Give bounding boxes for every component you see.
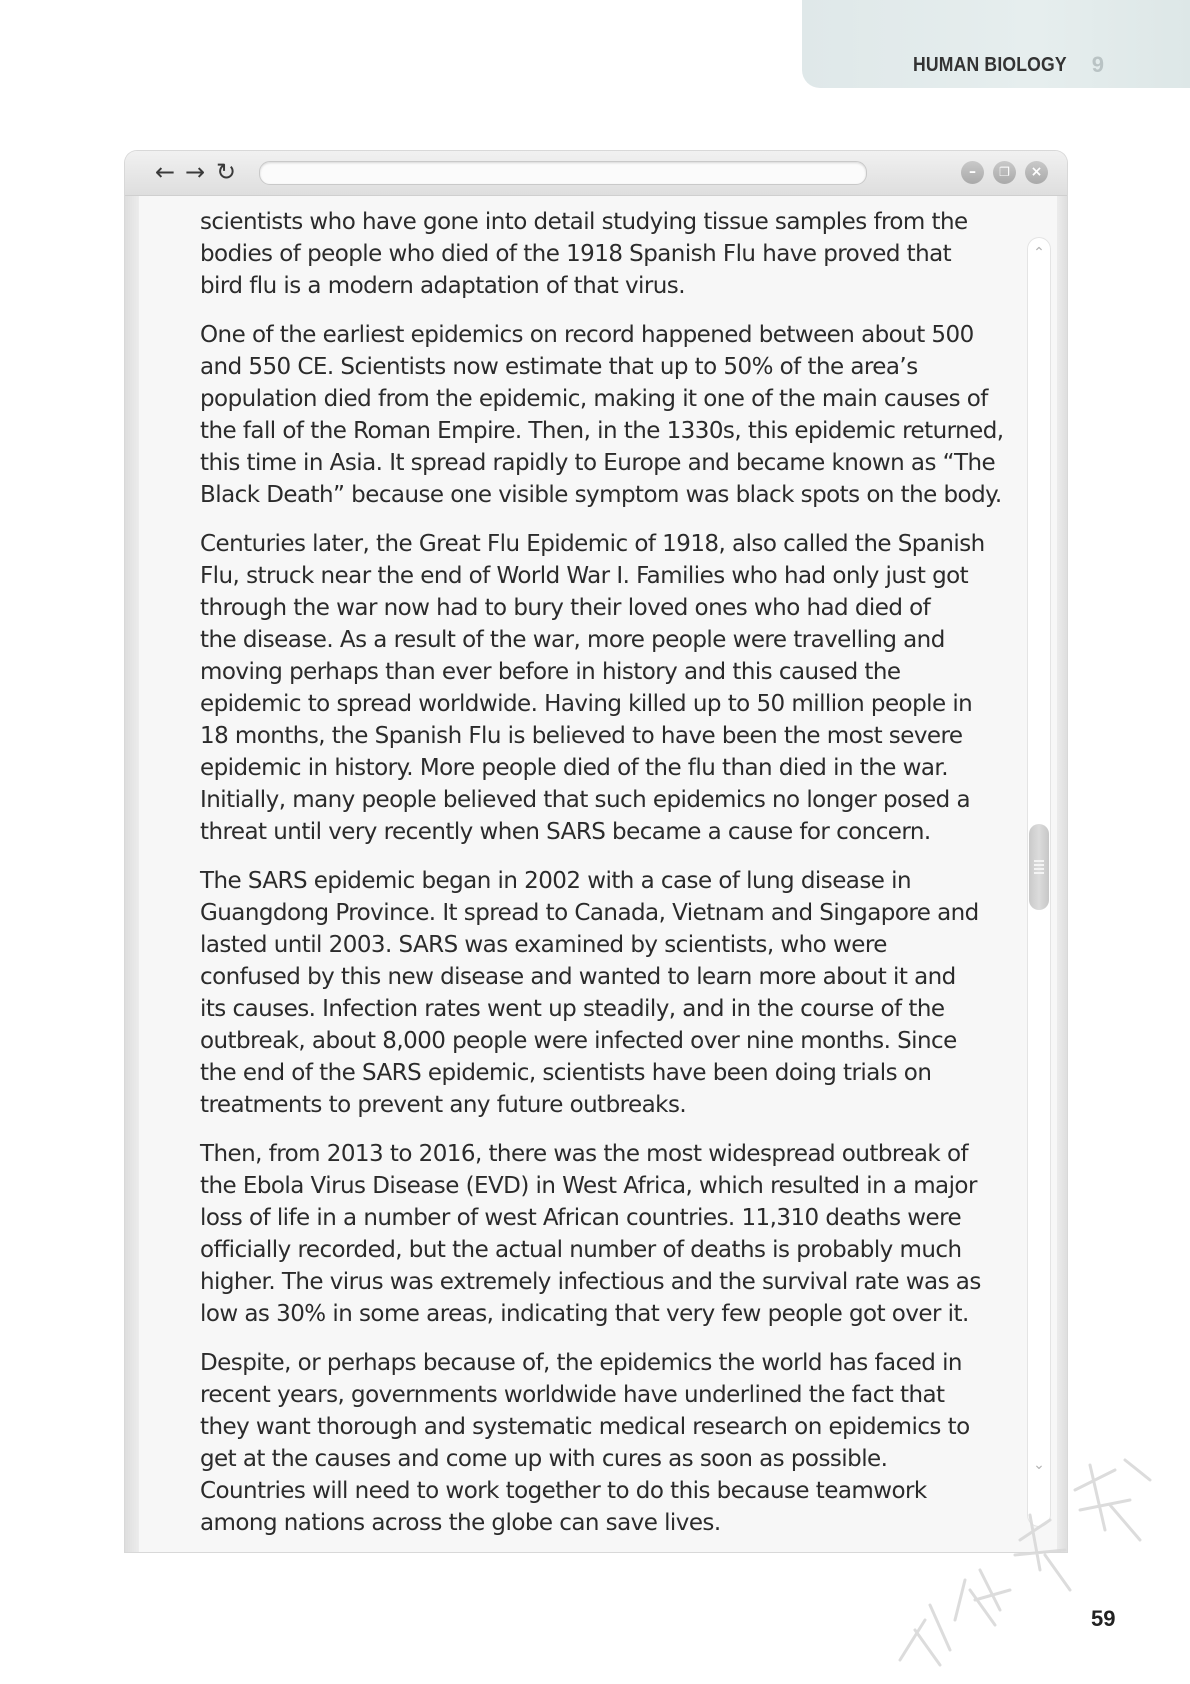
text-line: low as 30% in some areas, indicating that very few people got over it. — [200, 1301, 969, 1327]
minimize-icon[interactable]: – — [961, 161, 984, 184]
text-line: outbreak, about 8,000 people were infected over nine months. Since — [200, 1028, 957, 1054]
grip-icon — [1034, 860, 1044, 874]
text-line: One of the earliest epidemics on record happened between about 500 — [200, 322, 974, 348]
close-icon[interactable]: × — [1025, 161, 1048, 184]
text-line: among nations across the globe can save lives. — [200, 1510, 721, 1536]
text-line: moving perhaps than ever before in history and this caused the — [200, 659, 901, 685]
article-text — [200, 206, 1004, 1552]
text-line: threat until very recently when SARS became a cause for concern. — [200, 819, 931, 845]
running-header — [802, 0, 1190, 88]
page-number: 59 — [1091, 1606, 1116, 1631]
text-line: Guangdong Province. It spread to Canada, Vietnam and Singapore and — [200, 900, 979, 926]
text-line: they want thorough and systematic medical research on epidemics to — [200, 1414, 970, 1440]
text-line: higher. The virus was extremely infectious and the survival rate was as — [200, 1269, 981, 1295]
browser-window — [125, 151, 1067, 1552]
text-line: its causes. Infection rates went up steadily, and in the course of the — [200, 996, 945, 1022]
text-line: confused by this new disease and wanted to learn more about it and — [200, 964, 956, 990]
text-line: scientists who have gone into detail studying tissue samples from the — [200, 209, 968, 235]
paragraph — [200, 865, 995, 1121]
text-line: the Ebola Virus Disease (EVD) in West Africa, which resulted in a major — [200, 1173, 977, 1199]
back-arrow-icon[interactable]: ← — [155, 158, 176, 186]
paragraph — [200, 206, 995, 302]
text-line: Despite, or perhaps because of, the epidemics the world has faced in — [200, 1350, 962, 1376]
text-line: The SARS epidemic began in 2002 with a case of lung disease in — [200, 868, 911, 894]
text-line: the disease. As a result of the war, more people were travelling and — [200, 627, 945, 653]
text-line: the end of the SARS epidemic, scientists have been doing trials on — [200, 1060, 932, 1086]
text-line: treatments to prevent any future outbreaks. — [200, 1092, 687, 1118]
text-line: lasted until 2003. SARS was examined by scientists, who were — [200, 932, 887, 958]
text-line: bodies of people who died of the 1918 Spanish Flu have proved that — [200, 241, 952, 267]
paragraph — [200, 1138, 995, 1330]
text-line: epidemic to spread worldwide. Having killed up to 50 million people in — [200, 691, 973, 717]
text-line: and 550 CE. Scientists now estimate that up to 50% of the area’s — [200, 354, 918, 380]
browser-toolbar — [125, 151, 1067, 196]
text-line: Black Death” because one visible symptom was black spots on the body. — [200, 482, 1002, 508]
text-line: epidemic in history. More people died of the flu than died in the war. — [200, 755, 948, 781]
header-chapter-number: 9 — [1091, 52, 1104, 77]
text-line: Flu, struck near the end of World War I. Families who had only just got — [200, 563, 969, 589]
text-line: bird flu is a modern adaptation of that virus. — [200, 273, 685, 299]
scroll-down-icon[interactable]: ⌄ — [1033, 1457, 1045, 1473]
paragraph — [200, 528, 995, 848]
maximize-icon[interactable]: ❐ — [993, 161, 1016, 184]
browser-left-edge — [125, 196, 139, 1552]
reload-icon[interactable]: ↻ — [216, 158, 237, 186]
text-line: Then, from 2013 to 2016, there was the most widespread outbreak of — [200, 1141, 969, 1167]
text-line: Centuries later, the Great Flu Epidemic of 1918, also called the Spanish — [200, 531, 985, 557]
header-section-title: HUMAN BIOLOGY — [913, 54, 1067, 76]
address-bar[interactable] — [259, 161, 867, 185]
text-line: Initially, many people believed that such epidemics no longer posed a — [200, 787, 971, 813]
paragraph — [200, 1347, 995, 1539]
text-line: Countries will need to work together to do this because teamwork — [200, 1478, 927, 1504]
forward-arrow-icon[interactable]: → — [185, 158, 206, 186]
browser-right-edge — [1057, 196, 1067, 1552]
scroll-up-icon[interactable]: ⌃ — [1033, 245, 1045, 261]
text-line: recent years, governments worldwide have underlined the fact that — [200, 1382, 945, 1408]
publisher-watermark — [880, 1420, 1180, 1680]
text-line: officially recorded, but the actual number of deaths is probably much — [200, 1237, 962, 1263]
text-line: the fall of the Roman Empire. Then, in the 1330s, this epidemic returned, — [200, 418, 1004, 444]
text-line: through the war now had to bury their loved ones who had died of — [200, 595, 931, 621]
text-line: get at the causes and come up with cures as soon as possible. — [200, 1446, 888, 1472]
text-line: population died from the epidemic, making it one of the main causes of — [200, 386, 988, 412]
text-line: 18 months, the Spanish Flu is believed to have been the most severe — [200, 723, 963, 749]
scrollbar-thumb[interactable] — [1029, 824, 1049, 910]
paragraph — [200, 319, 1004, 511]
text-line: this time in Asia. It spread rapidly to Europe and became known as “The — [200, 450, 996, 476]
text-line: loss of life in a number of west African countries. 11,310 deaths were — [200, 1205, 962, 1231]
